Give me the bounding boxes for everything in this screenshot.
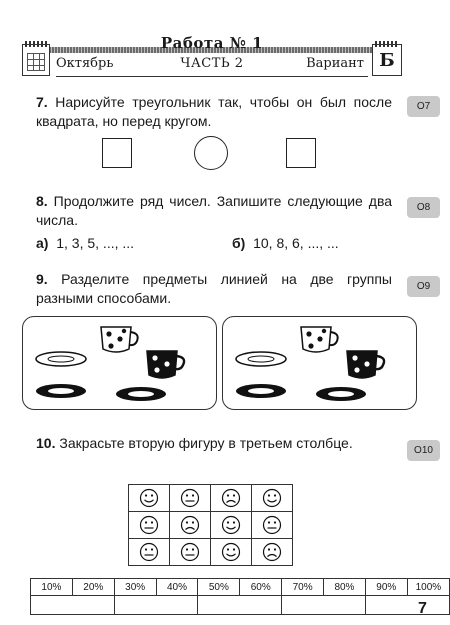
white-plate-center (248, 356, 274, 362)
percent-label: 30% (114, 579, 156, 596)
sequence-b (232, 235, 339, 251)
task-9-number: 9. (36, 271, 48, 287)
percent-scale (30, 578, 450, 615)
variant-box (372, 44, 402, 76)
percent-marks-row (31, 596, 450, 615)
task-8-badge: О8 (407, 197, 440, 218)
items-panel-1 (22, 316, 217, 410)
sequence-b-label: б) (232, 235, 246, 251)
sad-face-icon (262, 542, 282, 562)
white-plate-center (48, 356, 74, 362)
task-9-text: Разделите предметы линией на две группы разными способами. (36, 271, 392, 306)
smiley-cell[interactable] (129, 512, 170, 539)
sad-face-icon (221, 488, 241, 508)
smile-face-icon (221, 515, 241, 535)
task-7-text: Нарисуйте треугольник так, чтобы он был после квадрата, но перед кругом. (36, 94, 392, 129)
white-cup-icon (301, 327, 338, 352)
smiley-cell[interactable] (252, 512, 293, 539)
smile-face-icon (221, 542, 241, 562)
percent-label: 70% (282, 579, 324, 596)
percent-label: 80% (324, 579, 366, 596)
square-shape (286, 138, 316, 168)
black-cup-icon (147, 351, 184, 378)
circle-shape (194, 136, 228, 170)
scale-cell[interactable] (198, 596, 282, 615)
task-10-badge: О10 (407, 440, 440, 461)
scale-cell[interactable] (114, 596, 198, 615)
smiley-cell[interactable] (129, 485, 170, 512)
task-9-badge: О9 (407, 276, 440, 297)
smiley-cell[interactable] (170, 512, 211, 539)
black-plate-center (48, 388, 74, 394)
smile-face-icon (139, 488, 159, 508)
task-7-number: 7. (36, 94, 48, 110)
task-10-text: Закрасьте вторую фигуру в третьем столбце. (59, 435, 353, 451)
sequence-a-label: а) (36, 235, 49, 251)
part-label: ЧАСТЬ 2 (180, 56, 244, 71)
sequence-b-values: 10, 8, 6, ..., ... (253, 235, 339, 251)
smiley-cell[interactable] (252, 485, 293, 512)
black-plate-center (128, 391, 154, 397)
task-10-number: 10. (36, 435, 56, 451)
percent-label: 60% (240, 579, 282, 596)
variant-letter: Б (379, 50, 395, 71)
black-plate-center (248, 388, 274, 394)
smiley-cell[interactable] (170, 485, 211, 512)
percent-label: 40% (156, 579, 198, 596)
items-panel-2 (222, 316, 417, 410)
black-plate-center (328, 391, 354, 397)
task-8-number: 8. (36, 193, 48, 209)
black-cup-icon (347, 351, 384, 378)
smiley-row (129, 512, 293, 539)
scale-cell[interactable] (365, 596, 449, 615)
header-underline (56, 76, 368, 77)
neutral-face-icon (262, 515, 282, 535)
sad-face-icon (180, 515, 200, 535)
neutral-face-icon (139, 542, 159, 562)
smiley-grid (128, 484, 293, 566)
scale-cell[interactable] (282, 596, 366, 615)
smiley-row (129, 539, 293, 566)
percent-label: 90% (365, 579, 407, 596)
items-illustration (23, 317, 218, 411)
neutral-face-icon (180, 488, 200, 508)
page-number: 7 (418, 600, 427, 617)
percent-label: 50% (198, 579, 240, 596)
smile-face-icon (262, 488, 282, 508)
smiley-cell[interactable] (211, 539, 252, 566)
smiley-cell[interactable] (129, 539, 170, 566)
scale-cell[interactable] (31, 596, 115, 615)
white-cup-icon (101, 327, 138, 352)
task-7 (36, 93, 392, 131)
neutral-face-icon (139, 515, 159, 535)
sequence-a-values: 1, 3, 5, ..., ... (56, 235, 135, 251)
month-label: Октябрь (56, 56, 114, 71)
variant-label: Вариант (306, 56, 364, 71)
task-8 (36, 192, 392, 230)
task-7-badge: О7 (407, 96, 440, 117)
smiley-cell[interactable] (211, 512, 252, 539)
percent-label: 10% (31, 579, 73, 596)
task-9 (36, 270, 392, 308)
smiley-cell[interactable] (252, 539, 293, 566)
sequence-a (36, 235, 134, 251)
smiley-cell[interactable] (170, 539, 211, 566)
worksheet-header (22, 34, 402, 79)
smiley-row (129, 485, 293, 512)
percent-labels-row (31, 579, 450, 596)
items-illustration (223, 317, 418, 411)
smiley-cell[interactable] (211, 485, 252, 512)
neutral-face-icon (180, 542, 200, 562)
task-10 (36, 434, 392, 453)
page-title: Работа № 1 (160, 34, 264, 52)
percent-label: 20% (72, 579, 114, 596)
task-8-text: Продолжите ряд чисел. Запишите следующие два числа. (36, 193, 393, 228)
square-shape (102, 138, 132, 168)
percent-label: 100% (407, 579, 449, 596)
